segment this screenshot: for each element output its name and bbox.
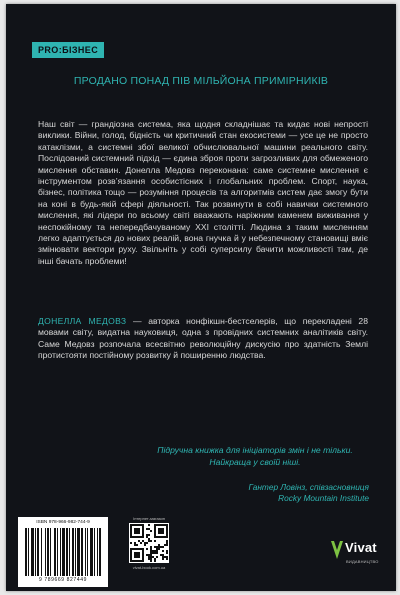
qr-code-icon[interactable] [129,523,169,563]
author-bio-text: — авторка нонфікшн-бестселерів, що перекладені 28 мовами світу, видатна науковиця, одна з провідних системних аналітиків світу. Саме Медовз розпочала всесвітню революційну дискусію про здатність Землі протистояти постійному розвитку й поширенню людства. [38,316,368,361]
vivat-leaf-icon [330,539,344,561]
book-description [38,119,368,267]
publisher-logo [330,537,388,575]
publisher-subtitle: ВИДАВНИЦТВО [346,559,379,564]
attribution-person: Гантер Ловінз, співзасновниця [248,482,369,492]
series-logo: PRO:БІЗНЕС [32,42,104,58]
qr-panel [126,516,172,588]
barcode-icon [24,528,102,576]
endorsement-attribution [141,482,369,504]
sales-banner: ПРОДАНО ПОНАД ПІВ МІЛЬЙОНА ПРИМІРНИКІВ [73,75,329,87]
description-text: Наш світ — грандіозна система, яка щодня складнішає та кидає нові непрості виклики. Війни, голод, бідність чи критичний стан екосистеми — усе це не просто катаклізми, а системні збої великої обчислювальної машини реального світу. Послідовний системний підхід — єдина зброя проти загрозливих для обмеженого мислення обставин. Донелла Медовз переконана: саме системне мислення є інструментом розв’язання особистісних і глобальних проблем. Спорт, наука, бізнес, політика тощо — розуміння процесів та алгоритмів систем дає змогу бути на коні в будь-якій сфері діяльності. Так розвинути в собі навички системного мислення, які лідери по всьому світі вважають наріжним каменем виживання у неспокійному та непередбачуваному XXI столітті. Людина з таким мисленням легко адаптується до нових реалій, вона гнучка й у небезпечному становищі вміє змінювати вектори руху. Звільніть у собі суперсилу бачити можливості там, де інші бачать проблеми! [38,119,368,266]
author-name: ДОНЕЛЛА МЕДОВЗ [38,316,127,326]
isbn-text: ISBN 978-966-982-744-9 [36,520,90,525]
qr-label: Інтернет-магазин [133,516,165,521]
endorsement-quote: Підручна книжка для ініціаторів змін і не тільки. Найкраща у своїй ніші. [157,445,353,467]
attribution-org: Rocky Mountain Institute [278,493,369,503]
back-cover [6,4,396,591]
qr-url: vivat-book.com.ua [132,565,166,570]
author-bio [38,316,368,362]
author-bio-paragraph [38,316,368,362]
publisher-name: Vivat [345,540,377,555]
ean-digits: 9 789669 827449 [39,577,87,583]
barcode-panel [18,517,108,587]
